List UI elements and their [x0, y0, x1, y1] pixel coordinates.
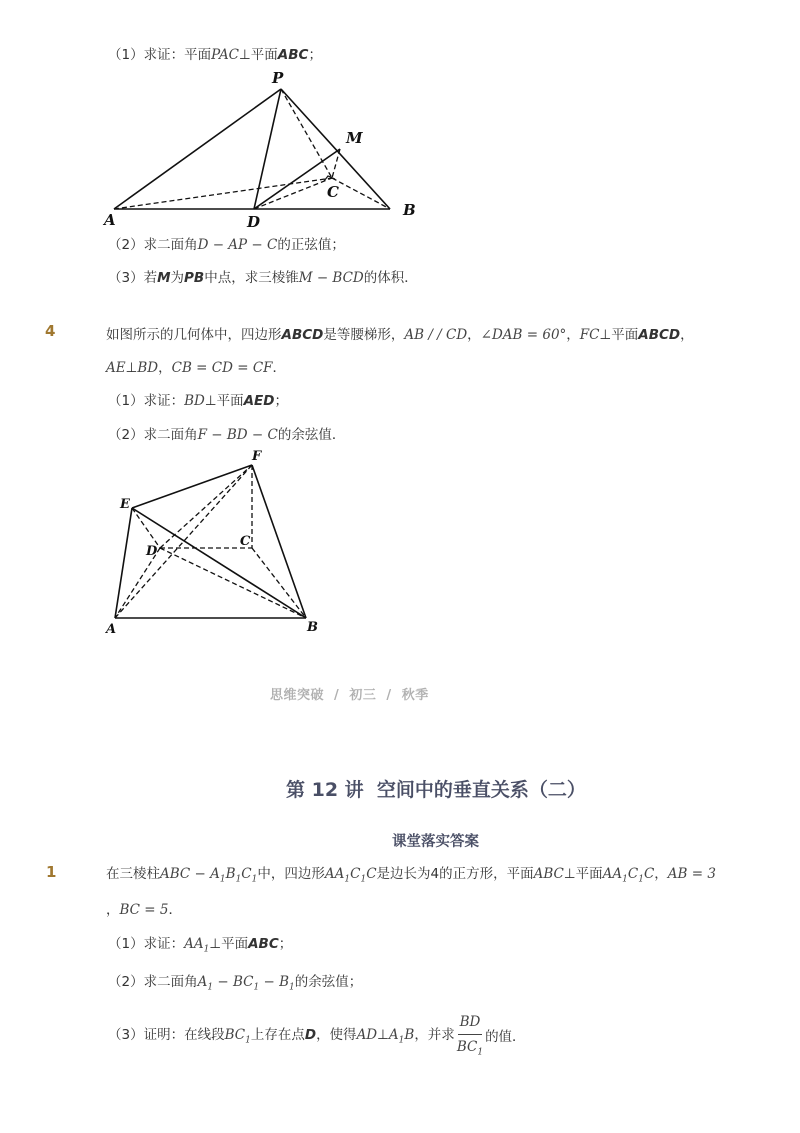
a1-part1: （1）求证：$AA_1\perp$平面ABC； — [108, 936, 293, 955]
page-footer: 思维突破 / 初三 / 秋季 — [270, 688, 429, 703]
q4-label-A: A — [106, 622, 117, 637]
q4-part2: （2）求二面角F − BD − C的余弦值． — [108, 427, 346, 443]
section-title: 第 12 讲 空间中的垂直关系（二） — [286, 779, 586, 801]
q4-label-E: E — [120, 497, 130, 512]
q3-label-B: B — [403, 201, 416, 219]
q4-label-F: F — [252, 449, 262, 464]
a1-fraction — [457, 1012, 483, 1063]
a1-frac-den: $BC_1$ — [456, 1039, 484, 1058]
q4-line1: 如图所示的几何体中，四边形ABCD是等腰梯形，AB / / CD，∠DAB = 60°，FC⊥平面ABCD， — [106, 327, 694, 343]
a1-line1: 在三棱柱ABC − $A_1B_1C_1$中，四边形$AA_1C_1C$是边长为4的正方形，平面ABC⊥平面$AA_1C_1C$，AB = 3 — [106, 866, 716, 885]
q3-label-M: M — [346, 129, 363, 147]
a1-number: 1 — [46, 863, 57, 881]
a1-part3: （3）证明：在线段$BC_1$上存在点D，使得$AD\perp A_1B$，并求 $\frac{BD}{BC_1}$ 的值． — [108, 1012, 526, 1063]
q3-pyramid-figure — [100, 65, 420, 231]
q4-label-C: C — [240, 534, 251, 549]
q3-part1: （1）求证：平面PAC⊥平面ABC； — [108, 47, 322, 63]
a1-line2: ，BC = 5． — [106, 902, 182, 918]
q3-part2: （2）求二面角D − AP − C的正弦值； — [108, 237, 345, 253]
section-subtitle: 课堂落实答案 — [392, 834, 479, 850]
a1-part2: （2）求二面角$A_1 - BC_1 - B_1$的余弦值； — [108, 974, 363, 993]
q3-label-D: D — [247, 213, 261, 231]
q4-label-D: D — [146, 544, 158, 559]
q3-label-C: C — [327, 183, 339, 201]
q4-number: 4 — [45, 322, 56, 340]
q4-label-B: B — [307, 620, 318, 635]
q3-part3: （3）若M为PB中点，求三棱锥M − BCD的体积． — [108, 270, 418, 286]
q4-part1: （1）求证：BD⊥平面AED； — [108, 393, 288, 409]
q4-line2: AE⊥BD，CB = CD = CF． — [106, 360, 287, 376]
a1-frac-num: BD — [459, 1014, 481, 1030]
q3-label-P: P — [272, 69, 284, 87]
q3-label-A: A — [104, 211, 116, 229]
q4-solid-figure — [100, 450, 340, 640]
